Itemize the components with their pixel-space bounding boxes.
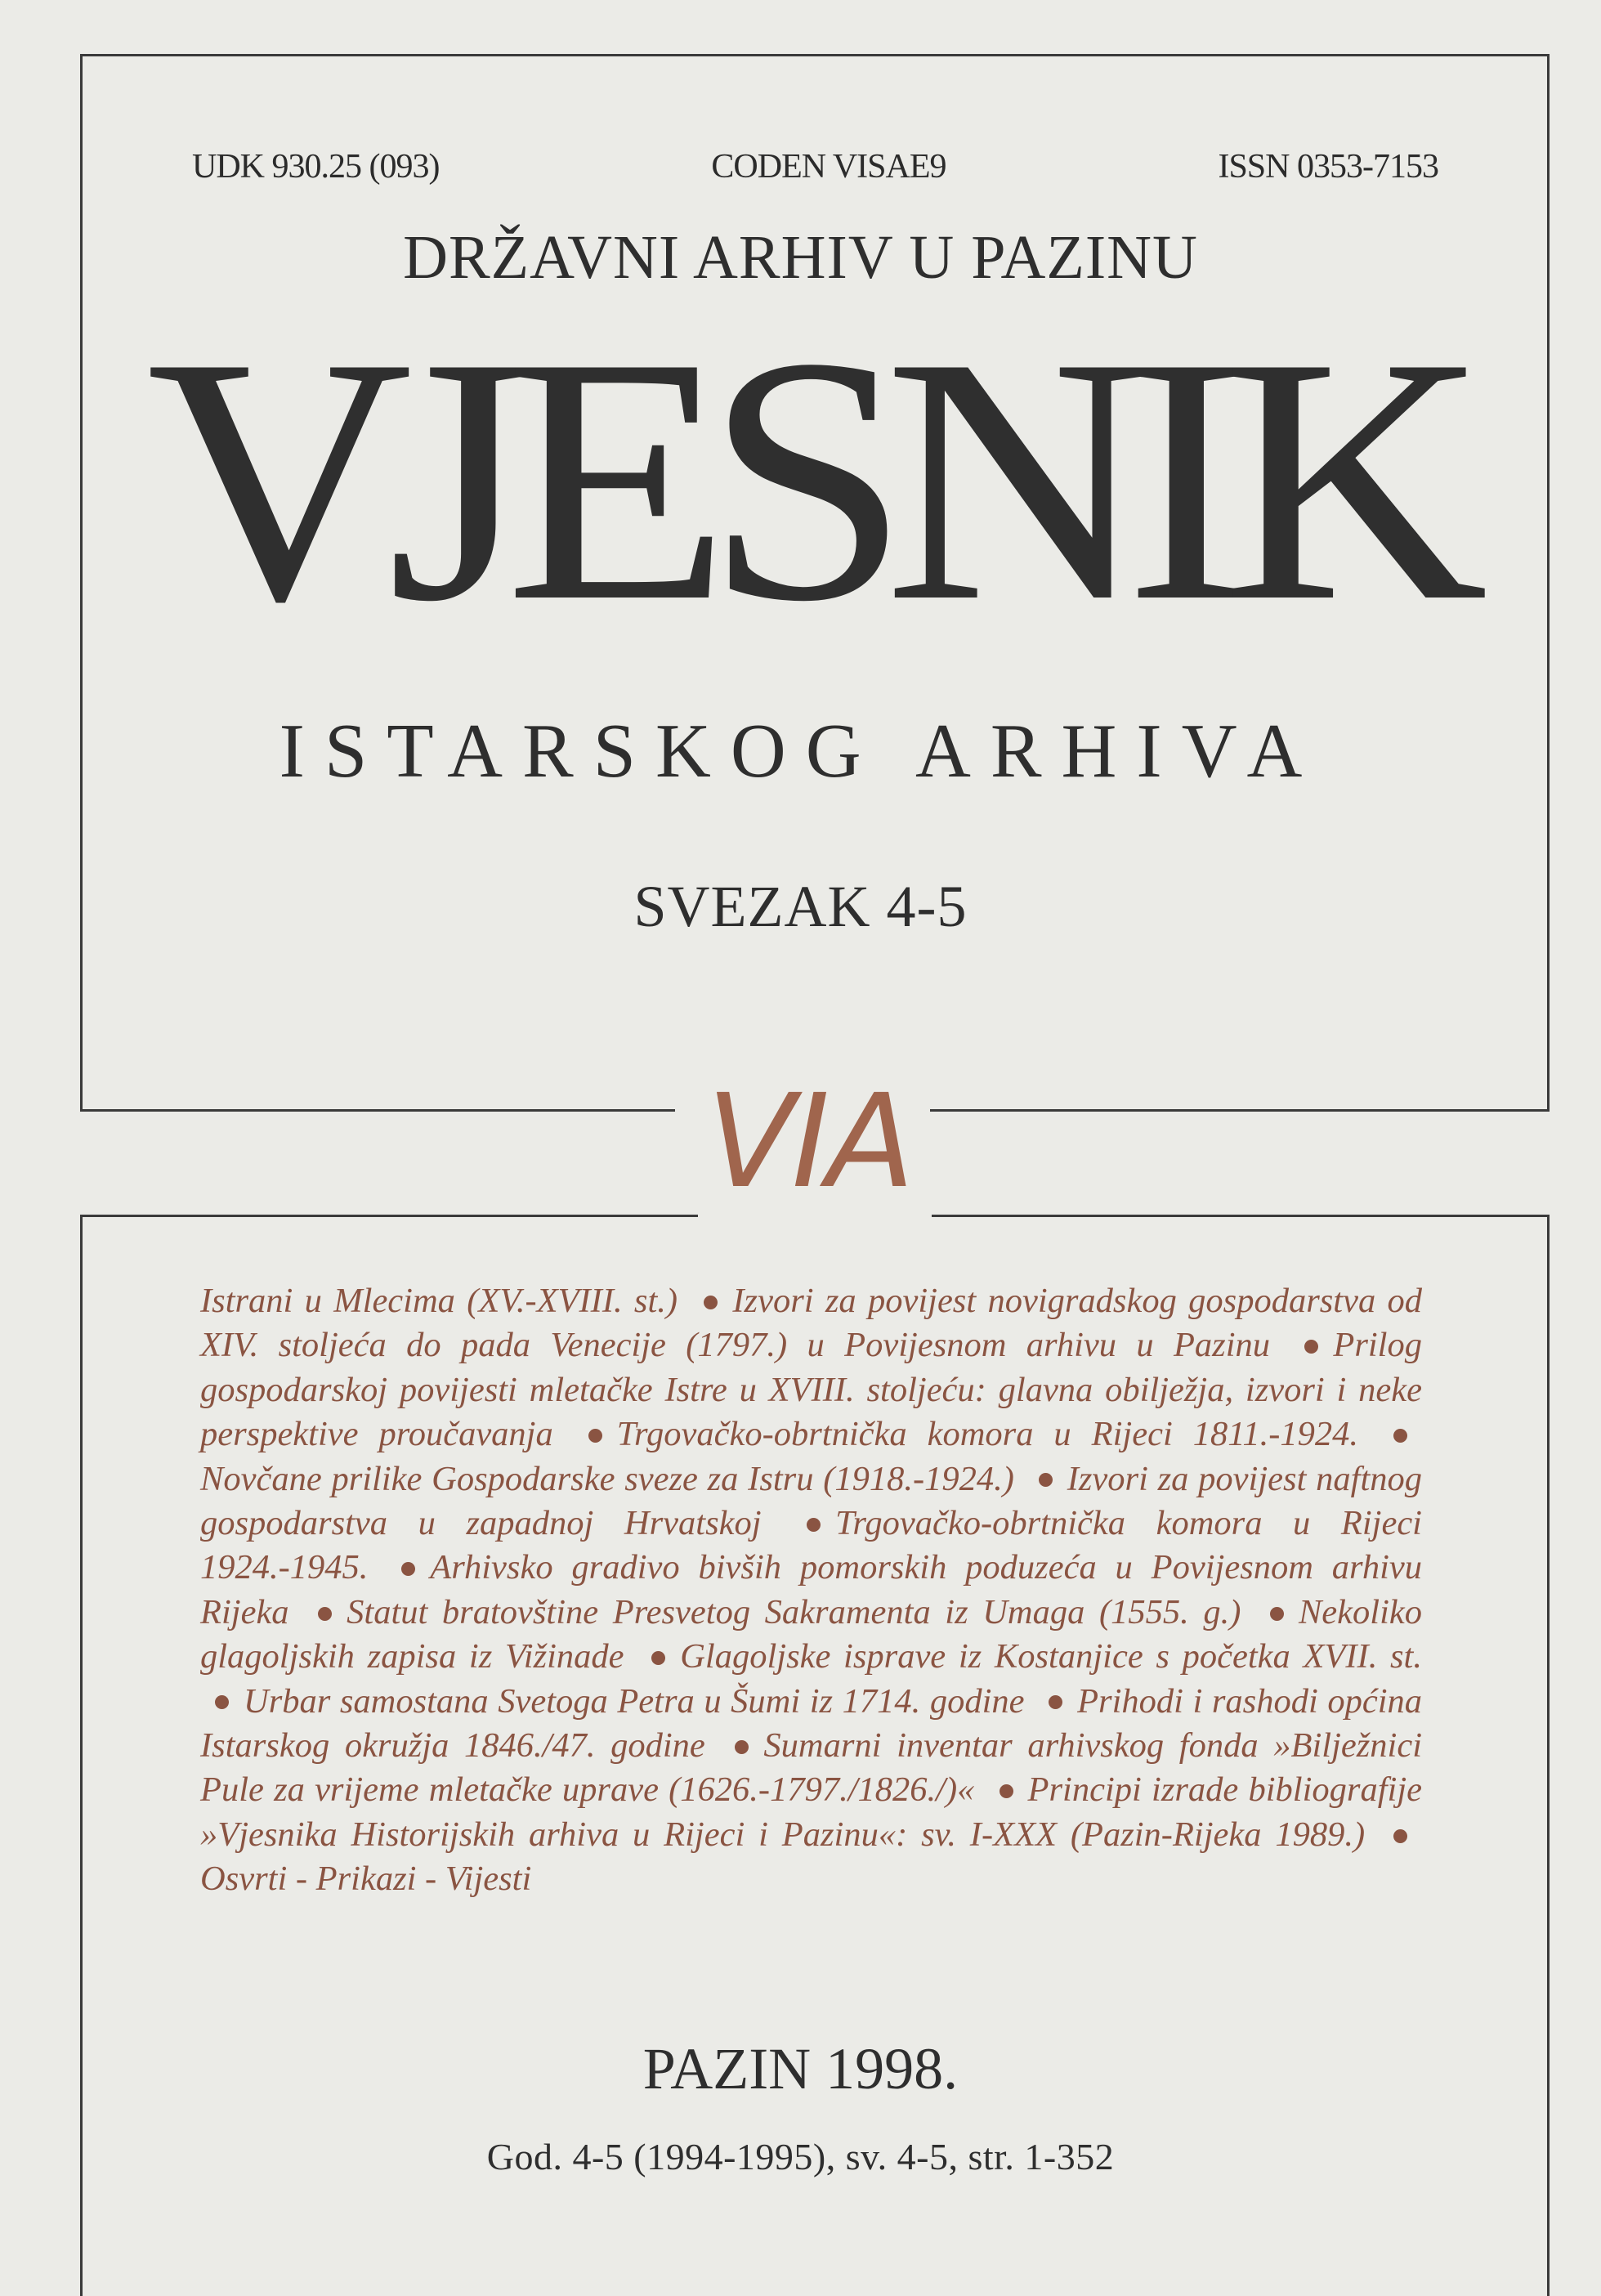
contents-item: Izvori za povijest novigradskog gospodarstva od XIV. stoljeća do pada Venecije (1797.) u Povijesnom arhivu u Pazinu [200,1282,1423,1365]
contents-item: Principi izrade bibliografije »Vjesnika Historijskih arhiva u Rijeci i Pazinu«: sv. I-XXX (Pazin-Rijeka 1989.) [200,1770,1422,1854]
journal-subtitle: ISTARSKOG ARHIVA [279,709,1322,794]
frame-divider-lower-right [932,1215,1550,1217]
contents-item: Trgovačko-obrtnička komora u Rijeci 1924.-1945. [200,1504,1422,1587]
contents-item: Glagoljske isprave iz Kostanjice s početka XVII. st. [680,1637,1422,1676]
bullet-separator [318,1607,332,1621]
issn-code: ISSN 0353-7153 [1218,148,1438,186]
contents-item: Izvori za povijest naftnog gospodarstva u zapadnoj Hrvatskoj [200,1459,1423,1543]
volume-number: SVEZAK 4-5 [633,874,968,939]
bullet-separator [1039,1473,1053,1487]
bullet-separator [215,1695,229,1709]
contents-item: Sumarni inventar arhivskog fonda »Bilježnici Pule za vrijeme mletačke uprave (1626.-1797./1826./)« [200,1726,1423,1810]
bullet-separator [651,1651,665,1665]
table-of-contents [200,1279,1422,1902]
udk-code: UDK 930.25 (093) [192,148,440,186]
frame-top-line [80,54,1550,56]
frame-divider-upper-left [80,1109,675,1112]
issue-info: God. 4-5 (1994-1995), sv. 4-5, str. 1-352 [486,2136,1115,2177]
bullet-separator [588,1429,602,1443]
frame-divider-lower-left [80,1215,698,1217]
bullet-separator [1393,1429,1407,1443]
bullet-separator [1000,1784,1013,1798]
bullet-separator [401,1562,415,1576]
bullet-separator [735,1740,749,1754]
place-and-year: PAZIN 1998. [642,2036,959,2101]
journal-title: VJESNIK [146,285,1463,674]
contents-item: Nekoliko glagoljskih zapisa iz Vižinade [200,1592,1422,1676]
bullet-separator [1304,1340,1318,1354]
contents-item: Urbar samostana Svetoga Petra u Šumi iz 1714. godine [244,1681,1025,1721]
contents-item: Novčane prilike Gospodarske sveze za Istru (1918.-1924.) [200,1459,1014,1498]
frame-right-line-lower [1547,1215,1550,2296]
contents-item: Statut bratovštine Presvetog Sakramenta iz Umaga (1555. g.) [347,1592,1241,1631]
institution-name: DRŽAVNI ARHIV U PAZINU [403,223,1198,292]
bullet-separator [1049,1695,1062,1709]
frame-left-line-lower [80,1215,83,2296]
contents-item: Trgovačko-obrtnička komora u Rijeci 1811.-1924. [616,1415,1359,1454]
frame-divider-upper-right [930,1109,1550,1112]
coden-code: CODEN VISAE9 [711,148,946,186]
contents-item: Prilog gospodarskoj povijesti mletačke Istre u XVIII. stoljeću: glavna obilježja, izvori i neke perspektive proučavanja [200,1326,1422,1454]
contents-item: Prihodi i rashodi općina Istarskog okružja 1846./47. godine [200,1681,1423,1766]
catalog-codes [192,147,1438,186]
bullet-separator [807,1518,821,1532]
publisher-logo: VIA [706,1067,912,1217]
contents-item: Arhivsko gradivo bivših pomorskih poduzeća u Povijesnom arhivu Rijeka [200,1548,1422,1631]
bullet-separator [1270,1607,1284,1621]
bullet-separator [704,1296,718,1309]
contents-item: Istrani u Mlecima (XV.-XVIII. st.) [200,1282,678,1320]
contents-item: Osvrti - Prikazi - Vijesti [200,1860,532,1899]
bullet-separator [1393,1829,1407,1843]
